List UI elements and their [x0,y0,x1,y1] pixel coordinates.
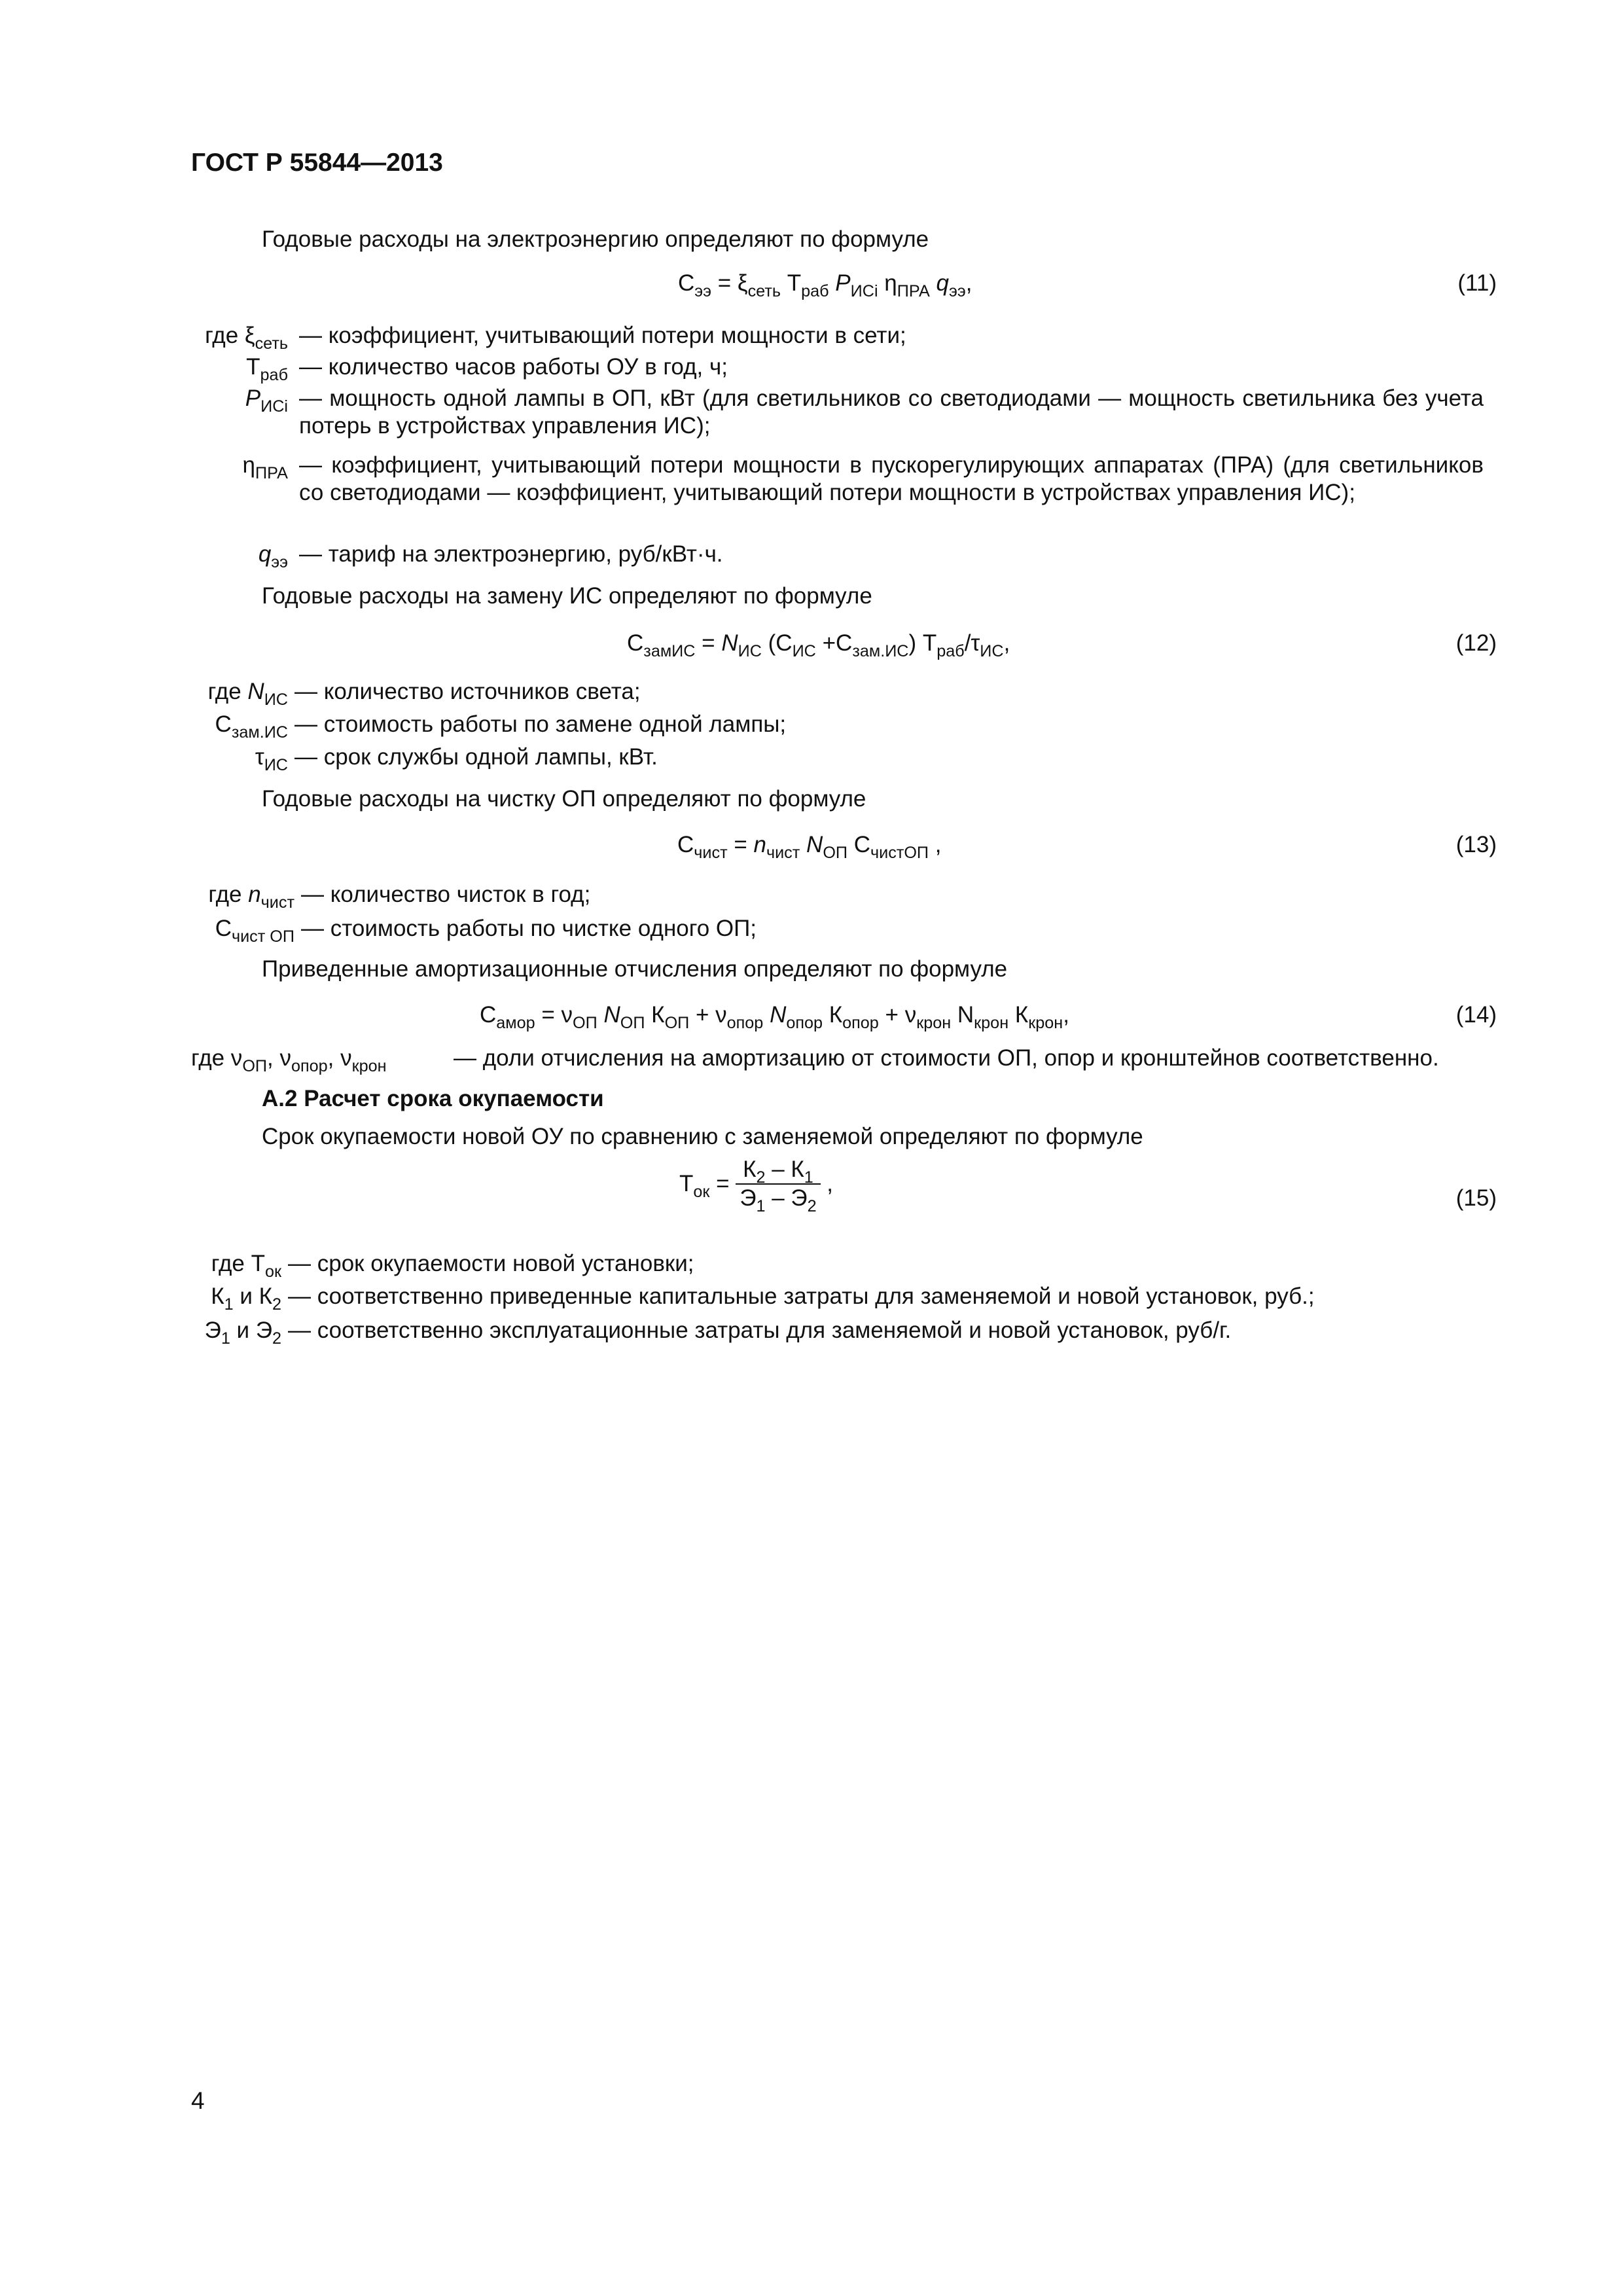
formula-12: $С_{замИС} = N_{ИС}$ $(С_{ИС} +С_{зам.ИС})$ $Т_{раб}/\tau_{ИС}$, [627,630,1010,660]
def-symbol: $Э_1$ и $Э_2$ [204,1318,281,1348]
paragraph-electricity: Годовые расходы на электроэнергию определяют по формуле [262,226,929,252]
def-symbol: где $\xi_{сеть}$ [205,323,288,353]
definition-text: — срок окупаемости новой установки; [288,1251,694,1276]
def-symbol: где $\nu_{ОП}$, $\nu_{опор}$, $\nu_{крон}$ [191,1045,387,1075]
def-symbol: $\tau_{ИС}$ [255,744,288,774]
formula-15: $Т_{ок}$ = $\frac{К_2 - К_1}{Э_1 - Э_2}$ , [679,1157,834,1215]
paragraph-payback: Срок окупаемости новой ОУ по сравнению с заменяемой определяют по формуле [262,1124,1143,1149]
equation-number-12: (12) [1455,630,1497,656]
definition-text: — срок службы одной лампы, кВт. [294,744,658,770]
definition-text: — доли отчисления на амортизацию от стоимости ОП, опор и кронштейнов соответственно. [454,1045,1439,1071]
definition-text: — тариф на электроэнергию, руб/кВт·ч. [299,541,723,567]
document-header: ГОСТ Р 55844—2013 [191,149,443,177]
def-symbol: $С_{чист ОП}$ [215,916,294,946]
def-symbol: $P_{ИСi}$ [245,386,288,416]
equation-number-14: (14) [1455,1002,1497,1028]
definition-text: — количество часов работы ОУ в год, ч; [299,354,728,380]
def-symbol: где $N_{ИС}$ [207,679,288,709]
formula-11: $С_{ээ} = \xi_{сеть}$ $Т_{раб}$ $P_{ИСi}$ $\eta_{ПРА}$ $q_{ээ}$, [678,270,972,300]
page-number: 4 [191,2087,205,2114]
section-heading: А.2 Расчет срока окупаемости [262,1086,604,1111]
definition-text: — количество чисток в год; [301,882,591,907]
definition-text: — стоимость работы по чистке одного ОП; [301,916,757,941]
definition-text: — стоимость работы по замене одной лампы; [294,711,787,737]
formula-13: $С_{чист} = n_{чист}$ $N_{ОП}$ $С_{чистОП}$ , [677,832,942,862]
def-symbol: где $n_{чист}$ [208,882,294,912]
definition-text: — коэффициент, учитывающий потери мощности в пускорегулирующих аппаратах (ПРА) (для светильников со светодиодами — коэффициент, учитывающий потери мощности в устройствах управления ИС); [299,452,1484,505]
definition-text: — соответственно приведенные капитальные затраты для заменяемой и новой установок, руб.; [288,1283,1315,1309]
def-symbol: $q_{ээ}$ [258,541,288,571]
def-symbol: $Т_{раб}$ [246,354,288,384]
definition-text: — мощность одной лампы в ОП, кВт (для светильников со светодиодами — мощность светильника без учета потерь в устройствах управления ИС); [299,386,1484,439]
paragraph-amortization: Приведенные амортизационные отчисления определяют по формуле [262,956,1008,982]
def-symbol: $С_{зам.ИС}$ [215,711,288,742]
def-symbol: $К_1$ и $К_2$ [211,1283,281,1314]
definition-text: — коэффициент, учитывающий потери мощности в сети; [299,323,906,348]
formula-14: $С_{амор} = \nu_{ОП}$ $N_{ОП}$ $К_{ОП} + \nu_{опор}$ $N_{опор}$ $К_{опор} + \nu_{крон}$ $N_{крон}$ $К_{крон}$, [480,1002,1069,1032]
def-symbol: где $Т_{ок}$ [211,1251,281,1281]
equation-number-13: (13) [1455,832,1497,857]
paragraph-replacement: Годовые расходы на замену ИС определяют по формуле [262,583,872,609]
equation-number-11: (11) [1457,270,1497,296]
equation-number-15: (15) [1455,1185,1497,1211]
definition-text: — соответственно эксплуатационные затраты для заменяемой и новой установок, руб/г. [288,1318,1232,1343]
paragraph-cleaning: Годовые расходы на чистку ОП определяют по формуле [262,786,866,812]
definition-text: — количество источников света; [294,679,641,704]
def-symbol: $\eta_{ПРА}$ [242,452,288,482]
